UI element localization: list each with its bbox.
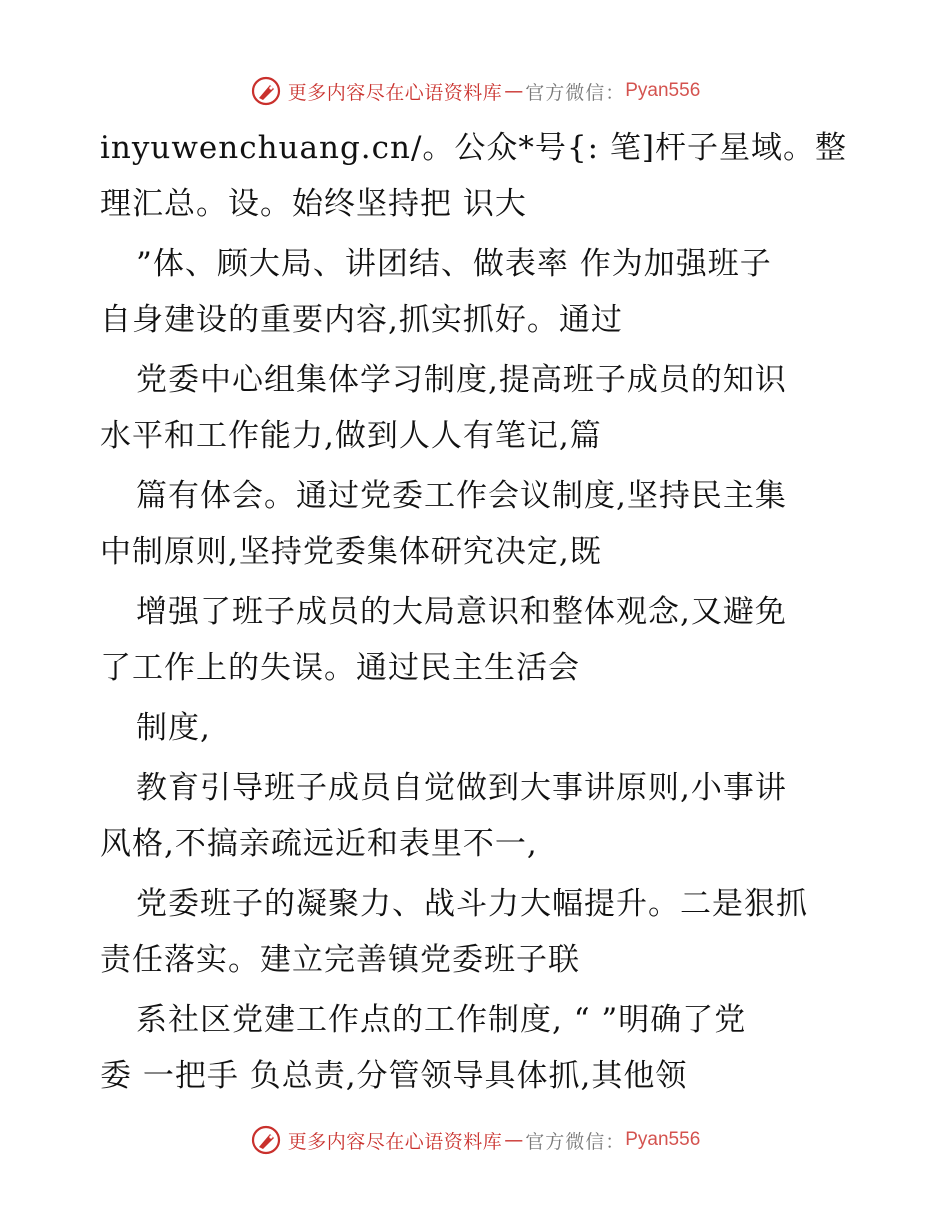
banner-wechat-label: 官方微信： [525, 1130, 626, 1153]
text-line: 系社区党建工作点的工作制度, “ ”明确了党 [136, 1002, 747, 1038]
text-line: 篇有体会。通过党委工作会议制度,坚持民主集 [136, 478, 787, 514]
banner-dash: — [504, 80, 524, 102]
pen-nib-logo-icon [250, 75, 282, 107]
text-line: 自身建设的重要内容,抓实抓好。通过 [100, 302, 623, 338]
text-line: 责任落实。建立完善镇党委班子联 [100, 942, 580, 978]
text-line: 党委班子的凝聚力、战斗力大幅提升。二是狠抓 [136, 886, 808, 922]
banner-dash: — [504, 1129, 524, 1151]
banner-promo-text: 更多内容尽在心语资料库 [287, 81, 503, 104]
text-line: 委 一把手 负总责,分管领导具体抓,其他领 [100, 1058, 688, 1094]
text-line: 理汇总。设。始终坚持把 识大 [100, 186, 527, 222]
footer-banner [0, 1120, 950, 1160]
text-line: 党委中心组集体学习制度,提高班子成员的知识 [136, 362, 787, 398]
header-banner [0, 71, 950, 111]
banner-account: Pyan556 [625, 1129, 701, 1150]
text-line: 增强了班子成员的大局意识和整体观念,又避免 [136, 594, 787, 630]
text-line: inyuwenchuang.cn/。公众*号{: 笔]杆子星域。整 [100, 130, 848, 166]
text-line: 风格,不搞亲疏远近和表里不一, [100, 826, 538, 862]
pen-nib-logo-icon [250, 1124, 282, 1156]
text-line: 制度, [136, 710, 211, 746]
text-line: ”体、顾大局、讲团结、做表率 作为加强班子 [136, 246, 772, 282]
banner-account: Pyan556 [625, 80, 701, 101]
text-line: 教育引导班子成员自觉做到大事讲原则,小事讲 [136, 770, 787, 806]
banner-promo-text: 更多内容尽在心语资料库 [287, 1130, 503, 1153]
banner-wechat-label: 官方微信： [525, 81, 626, 104]
text-line: 水平和工作能力,做到人人有笔记,篇 [100, 418, 602, 454]
text-line: 了工作上的失误。通过民主生活会 [100, 650, 580, 686]
text-line: 中制原则,坚持党委集体研究决定,既 [100, 534, 602, 570]
